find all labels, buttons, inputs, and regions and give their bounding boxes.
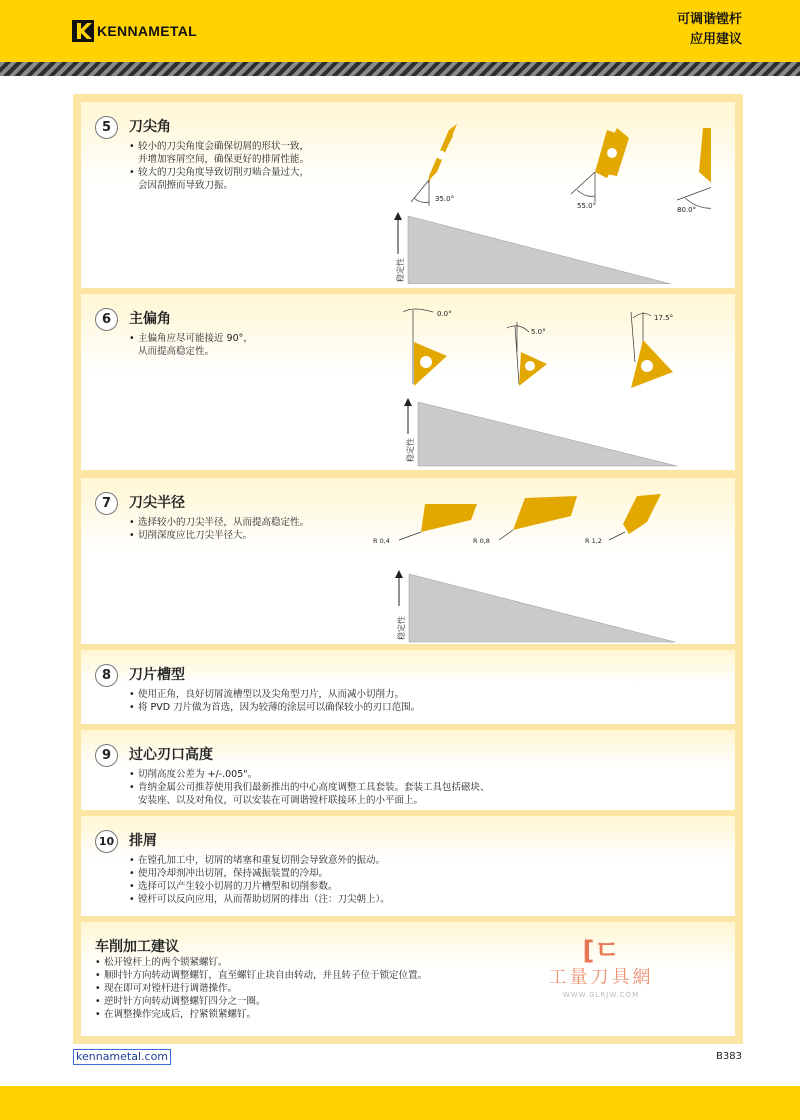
insert-35-icon — [411, 124, 457, 206]
stability-chart — [404, 398, 677, 466]
bullet-item: 安装座、以及对角仪，可以安装在可调谐镗杆联接环上的小平面上。 — [138, 795, 424, 806]
section-chip-evacuation — [81, 816, 735, 916]
bullet-list — [129, 516, 309, 542]
bullet-item: • 松开镗杆上的两个锁紧螺钉。 — [95, 956, 427, 969]
watermark-url: WWW.GLRJW.COM — [562, 991, 640, 999]
nose-radius-illustration — [371, 490, 711, 644]
angle-label-55: 55.0° — [577, 202, 597, 210]
section-title: 刀尖半径 — [129, 495, 185, 511]
bullet-item: • 较大的刀尖角度导致切削刃啮合量过大， — [129, 166, 309, 179]
header-title-line2: 应用建议 — [689, 32, 742, 47]
page-header — [0, 0, 800, 62]
watermark-text: 工量刀具網 — [548, 967, 654, 988]
section-center-height — [81, 730, 735, 810]
bullet-list — [129, 332, 253, 358]
header-title — [677, 10, 742, 50]
section-title: 刀尖角 — [129, 119, 171, 135]
section-title: 过心刃口高度 — [129, 747, 213, 763]
insert-lead-5-icon — [507, 322, 547, 386]
stability-label: 稳定性 — [396, 258, 405, 282]
bullet-item: • 现在即可对镗杆进行调谐操作。 — [95, 982, 427, 995]
radius-label-12: R 1,2 — [585, 537, 602, 545]
insert-lead-17-icon — [631, 312, 673, 388]
watermark — [526, 936, 676, 1000]
content-panel — [73, 94, 743, 1044]
section-number: 9 — [95, 744, 118, 767]
insert-r12-icon — [585, 494, 661, 545]
bullet-item: • 选择可以产生较小切屑的刀片槽型和切削参数。 — [129, 880, 390, 893]
bullet-item: • 逆时针方向转动调整螺钉四分之一圈。 — [95, 995, 427, 1008]
angle-label-80: 80.0° — [677, 206, 697, 214]
insert-55-icon — [571, 128, 629, 210]
bullet-item: • 肯纳金属公司推荐使用我们最新推出的中心高度调整工具套装。套装工具包括磁块、 — [129, 781, 490, 794]
bullet-item: 从而提高稳定性。 — [138, 346, 215, 357]
section-title: 车削加工建议 — [95, 939, 179, 955]
footer-bar — [0, 1086, 800, 1120]
bullet-item: • 切削深度应比刀尖半径大。 — [129, 529, 309, 542]
angle-label-35: 35.0° — [435, 195, 455, 203]
radius-label-08: R 0,8 — [473, 537, 490, 545]
website-link[interactable]: kennametal.com — [73, 1049, 171, 1065]
kennametal-k-icon — [72, 20, 94, 42]
bullet-item: • 较小的刀尖角度会确保切屑的形状一致， — [129, 140, 309, 153]
bullet-item: • 在镗孔加工中，切屑的堵塞和重复切削会导致意外的振动。 — [129, 854, 390, 867]
section-nose-angle — [81, 102, 735, 288]
insert-80-icon — [677, 128, 711, 214]
nose-angle-illustration — [381, 114, 711, 284]
section-title: 主偏角 — [129, 311, 171, 327]
bullet-item: • 使用正角，良好切屑流槽型以及尖角型刀片，从而减小切削力。 — [129, 688, 420, 701]
section-number: 10 — [95, 830, 118, 853]
bullet-item: • 顺时针方向转动调整螺钉，直至螺钉止块自由转动，并且转子位于锁定位置。 — [95, 969, 427, 982]
bullet-list — [129, 140, 309, 192]
header-stripe — [0, 62, 800, 76]
bullet-item: • 主偏角应尽可能接近 90°， — [129, 332, 253, 345]
section-number: 7 — [95, 492, 118, 515]
stability-chart — [395, 570, 675, 642]
insert-r04-icon — [373, 504, 477, 545]
lead-label-5: 5.0° — [531, 328, 546, 336]
section-lead-angle — [81, 294, 735, 470]
watermark-mark: [ㄷ — [582, 936, 620, 966]
section-title: 排屑 — [129, 833, 157, 849]
bullet-item: • 选择较小的刀尖半径，从而提高稳定性。 — [129, 516, 309, 529]
header-title-line1: 可调谐镗杆 — [676, 12, 742, 27]
insert-r08-icon — [473, 496, 577, 545]
stability-label: 稳定性 — [406, 438, 415, 462]
brand-name: KENNAMETAL — [97, 23, 197, 39]
lead-angle-illustration — [381, 302, 711, 470]
section-nose-radius — [81, 478, 735, 644]
bullet-list — [129, 854, 390, 906]
bullet-list — [129, 688, 420, 714]
bullet-item: 会因刮擦而导致刀振。 — [138, 180, 234, 191]
section-number: 6 — [95, 308, 118, 331]
section-title: 刀片槽型 — [129, 667, 185, 683]
section-insert-geometry — [81, 650, 735, 724]
insert-lead-0-icon — [403, 309, 452, 386]
lead-label-0: 0.0° — [437, 310, 452, 318]
bullet-item: • 在调整操作完成后，拧紧锁紧螺钉。 — [95, 1008, 427, 1021]
bullet-item: 并增加容屑空间，确保更好的排屑性能。 — [138, 154, 310, 165]
bullet-item: • 使用冷却剂冲出切屑，保持减振装置的冷却。 — [129, 867, 390, 880]
stability-chart — [394, 212, 671, 284]
kennametal-logo — [72, 20, 197, 42]
bullet-item: • 切削高度公差为 +/-.005"。 — [129, 768, 490, 781]
bullet-item: • 镗杆可以反向应用，从而帮助切屑的排出（注：刀尖朝上）。 — [129, 893, 390, 906]
bullet-item: • 将 PVD 刀片做为首选，因为较薄的涂层可以确保较小的刃口范围。 — [129, 701, 420, 714]
radius-label-04: R 0,4 — [373, 537, 390, 545]
page-number: B383 — [716, 1051, 742, 1062]
bullet-list — [129, 768, 490, 807]
section-number: 5 — [95, 116, 118, 139]
section-number: 8 — [95, 664, 118, 687]
lead-label-17: 17.5° — [654, 314, 674, 322]
bullet-list — [95, 956, 427, 1021]
stability-label: 稳定性 — [397, 616, 406, 640]
